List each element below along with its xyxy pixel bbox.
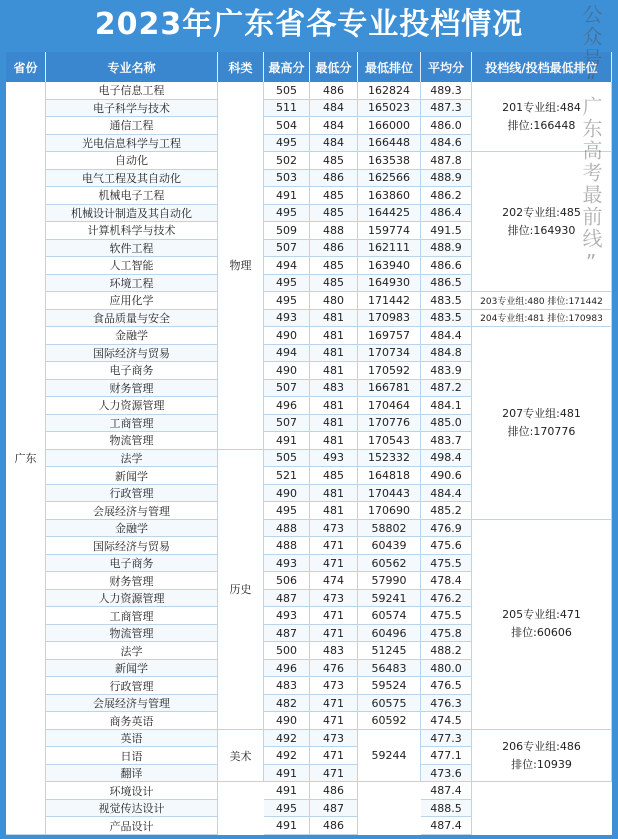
min-score: 487 <box>310 800 358 818</box>
min-rank: 170592 <box>358 362 421 380</box>
avg-score: 474.5 <box>421 712 472 730</box>
avg-score: 487.4 <box>421 782 472 800</box>
max-score: 495 <box>264 502 310 520</box>
group-line-text: 204专业组:481 排位:170983 <box>480 314 603 325</box>
major-name: 财务管理 <box>46 572 218 590</box>
header-major: 专业名称 <box>46 52 218 82</box>
min-rank: 164818 <box>358 467 421 485</box>
major-name: 食品质量与安全 <box>46 310 218 328</box>
max-score: 488 <box>264 520 310 538</box>
max-score: 488 <box>264 537 310 555</box>
major-name: 电子商务 <box>46 362 218 380</box>
major-name: 工商管理 <box>46 607 218 625</box>
max-score: 490 <box>264 712 310 730</box>
min-rank-art: 59244 <box>358 730 421 783</box>
max-score: 494 <box>264 345 310 363</box>
category-cell: 美术 <box>218 730 264 783</box>
min-rank: 170983 <box>358 310 421 328</box>
min-score: 481 <box>310 485 358 503</box>
avg-score: 473.6 <box>421 765 472 783</box>
category-cell: 历史 <box>218 450 264 730</box>
group-line-text: 203专业组:480 排位:171442 <box>480 296 603 307</box>
min-score: 481 <box>310 345 358 363</box>
avg-score: 476.3 <box>421 695 472 713</box>
avg-score: 498.4 <box>421 450 472 468</box>
min-score: 471 <box>310 765 358 783</box>
min-score: 481 <box>310 432 358 450</box>
min-score: 471 <box>310 537 358 555</box>
max-score: 490 <box>264 327 310 345</box>
max-score: 507 <box>264 415 310 433</box>
min-score: 484 <box>310 117 358 135</box>
max-score: 496 <box>264 397 310 415</box>
max-score: 495 <box>264 135 310 153</box>
min-rank: 60592 <box>358 712 421 730</box>
min-score: 483 <box>310 380 358 398</box>
major-name: 人力资源管理 <box>46 397 218 415</box>
max-score: 503 <box>264 170 310 188</box>
max-score: 491 <box>264 817 310 835</box>
avg-score: 475.8 <box>421 625 472 643</box>
min-rank: 162824 <box>358 82 421 100</box>
max-score: 502 <box>264 152 310 170</box>
avg-score: 488.2 <box>421 642 472 660</box>
min-rank: 170776 <box>358 415 421 433</box>
max-score: 493 <box>264 310 310 328</box>
group-line-text: 排位:60606 <box>511 626 572 640</box>
group-line-text: 排位:166448 <box>507 118 576 132</box>
max-score: 495 <box>264 800 310 818</box>
major-name: 机械电子工程 <box>46 187 218 205</box>
avg-score: 490.6 <box>421 467 472 485</box>
max-score: 521 <box>264 467 310 485</box>
major-name: 电气工程及其自动化 <box>46 170 218 188</box>
avg-score: 483.9 <box>421 362 472 380</box>
min-score: 473 <box>310 677 358 695</box>
max-score: 491 <box>264 765 310 783</box>
group-line-text: 205专业组:471 <box>502 608 581 622</box>
avg-score: 487.2 <box>421 380 472 398</box>
avg-score: 484.8 <box>421 345 472 363</box>
min-score: 471 <box>310 747 358 765</box>
min-score: 480 <box>310 292 358 310</box>
max-score: 495 <box>264 205 310 223</box>
major-name: 行政管理 <box>46 485 218 503</box>
avg-score: 480.0 <box>421 660 472 678</box>
major-name: 国际经济与贸易 <box>46 537 218 555</box>
min-rank: 60496 <box>358 625 421 643</box>
group-cell <box>472 327 612 520</box>
min-score: 481 <box>310 327 358 345</box>
header-province: 省份 <box>6 52 46 82</box>
max-score: 505 <box>264 82 310 100</box>
avg-score: 487.3 <box>421 100 472 118</box>
group-line-text: 排位:10939 <box>511 757 572 771</box>
min-rank: 165023 <box>358 100 421 118</box>
min-score: 474 <box>310 572 358 590</box>
major-name: 工商管理 <box>46 415 218 433</box>
max-score: 492 <box>264 747 310 765</box>
max-score: 494 <box>264 257 310 275</box>
min-score: 485 <box>310 257 358 275</box>
min-score: 485 <box>310 187 358 205</box>
avg-score: 484.4 <box>421 327 472 345</box>
group-line-text: 201专业组:484 <box>502 100 581 114</box>
group-cell <box>472 310 612 328</box>
max-score: 490 <box>264 362 310 380</box>
major-name: 物流管理 <box>46 625 218 643</box>
min-rank: 57990 <box>358 572 421 590</box>
group-cell <box>472 292 612 310</box>
avg-score: 489.3 <box>421 82 472 100</box>
min-score: 481 <box>310 362 358 380</box>
min-rank: 164425 <box>358 205 421 223</box>
min-score: 476 <box>310 660 358 678</box>
watermark: 公众号“广东高考最前线” <box>579 4 603 276</box>
page-title: 2023年广东省各专业投档情况 <box>94 7 524 42</box>
header-category: 科类 <box>218 52 264 82</box>
major-name: 环境工程 <box>46 275 218 293</box>
max-score: 493 <box>264 555 310 573</box>
min-rank: 60562 <box>358 555 421 573</box>
avg-score: 488.9 <box>421 240 472 258</box>
major-name: 机械设计制造及其自动化 <box>46 205 218 223</box>
min-rank: 60439 <box>358 537 421 555</box>
max-score: 492 <box>264 730 310 748</box>
min-score: 481 <box>310 397 358 415</box>
max-score: 500 <box>264 642 310 660</box>
major-name: 环境设计 <box>46 782 218 800</box>
avg-score: 483.5 <box>421 310 472 328</box>
avg-score: 487.4 <box>421 817 472 835</box>
min-rank: 170543 <box>358 432 421 450</box>
header-group-line: 投档线/投档最低排位 <box>472 52 612 82</box>
major-name: 行政管理 <box>46 677 218 695</box>
group-cell <box>472 82 612 152</box>
max-score: 491 <box>264 782 310 800</box>
min-score: 481 <box>310 415 358 433</box>
max-score: 487 <box>264 590 310 608</box>
avg-score: 486.4 <box>421 205 472 223</box>
min-score: 481 <box>310 310 358 328</box>
max-score: 491 <box>264 187 310 205</box>
major-name: 会展经济与管理 <box>46 502 218 520</box>
major-name: 法学 <box>46 450 218 468</box>
major-name: 日语 <box>46 747 218 765</box>
avg-score: 477.1 <box>421 747 472 765</box>
max-score: 511 <box>264 100 310 118</box>
major-name: 国际经济与贸易 <box>46 345 218 363</box>
header-avg-score: 平均分 <box>421 52 472 82</box>
min-rank: 164930 <box>358 275 421 293</box>
min-score: 493 <box>310 450 358 468</box>
min-score: 486 <box>310 170 358 188</box>
min-rank: 163860 <box>358 187 421 205</box>
min-score: 485 <box>310 467 358 485</box>
max-score: 493 <box>264 607 310 625</box>
max-score: 495 <box>264 275 310 293</box>
major-name: 应用化学 <box>46 292 218 310</box>
major-name: 翻译 <box>46 765 218 783</box>
major-name: 电子信息工程 <box>46 82 218 100</box>
min-rank: 59524 <box>358 677 421 695</box>
avg-score: 487.8 <box>421 152 472 170</box>
min-rank: 162111 <box>358 240 421 258</box>
min-score: 486 <box>310 782 358 800</box>
group-cell <box>472 152 612 292</box>
major-name: 电子科学与技术 <box>46 100 218 118</box>
min-rank: 170734 <box>358 345 421 363</box>
group-line-text: 207专业组:481 <box>502 406 581 420</box>
max-score: 509 <box>264 222 310 240</box>
max-score: 495 <box>264 292 310 310</box>
min-rank: 166448 <box>358 135 421 153</box>
avg-score: 483.7 <box>421 432 472 450</box>
group-cell <box>472 520 612 730</box>
major-name: 视觉传达设计 <box>46 800 218 818</box>
max-score: 487 <box>264 625 310 643</box>
max-score: 505 <box>264 450 310 468</box>
avg-score: 488.9 <box>421 170 472 188</box>
min-rank: 169757 <box>358 327 421 345</box>
header-min-rank: 最低排位 <box>358 52 421 82</box>
min-rank: 166000 <box>358 117 421 135</box>
avg-score: 476.5 <box>421 677 472 695</box>
min-score: 485 <box>310 152 358 170</box>
min-score: 484 <box>310 100 358 118</box>
min-score: 471 <box>310 712 358 730</box>
min-score: 473 <box>310 730 358 748</box>
max-score: 507 <box>264 240 310 258</box>
major-name: 新闻学 <box>46 660 218 678</box>
major-name: 通信工程 <box>46 117 218 135</box>
major-name: 光电信息科学与工程 <box>46 135 218 153</box>
min-score: 484 <box>310 135 358 153</box>
min-score: 486 <box>310 817 358 835</box>
major-name: 自动化 <box>46 152 218 170</box>
major-name: 商务英语 <box>46 712 218 730</box>
min-score: 481 <box>310 502 358 520</box>
avg-score: 475.5 <box>421 555 472 573</box>
min-rank: 159774 <box>358 222 421 240</box>
major-name: 软件工程 <box>46 240 218 258</box>
avg-score: 475.6 <box>421 537 472 555</box>
avg-score: 484.1 <box>421 397 472 415</box>
avg-score: 476.2 <box>421 590 472 608</box>
min-rank: 152332 <box>358 450 421 468</box>
major-name: 计算机科学与技术 <box>46 222 218 240</box>
group-cell <box>472 730 612 783</box>
major-name: 新闻学 <box>46 467 218 485</box>
group-line-text: 排位:164930 <box>507 223 576 237</box>
min-score: 485 <box>310 275 358 293</box>
min-rank: 163538 <box>358 152 421 170</box>
major-name: 人工智能 <box>46 257 218 275</box>
avg-score: 475.5 <box>421 607 472 625</box>
major-name: 物流管理 <box>46 432 218 450</box>
min-score: 483 <box>310 642 358 660</box>
avg-score: 476.9 <box>421 520 472 538</box>
max-score: 491 <box>264 432 310 450</box>
min-rank: 58802 <box>358 520 421 538</box>
min-rank: 51245 <box>358 642 421 660</box>
major-name: 产品设计 <box>46 817 218 835</box>
header-min-score: 最低分 <box>310 52 358 82</box>
avg-score: 486.2 <box>421 187 472 205</box>
admission-table <box>6 52 612 835</box>
min-score: 485 <box>310 205 358 223</box>
group-line-text: 排位:170776 <box>507 424 576 438</box>
min-rank: 170690 <box>358 502 421 520</box>
min-rank: 163940 <box>358 257 421 275</box>
avg-score: 486.5 <box>421 275 472 293</box>
min-rank: 170443 <box>358 485 421 503</box>
avg-score: 488.5 <box>421 800 472 818</box>
major-name: 财务管理 <box>46 380 218 398</box>
major-name: 法学 <box>46 642 218 660</box>
group-line-text: 202专业组:485 <box>502 205 581 219</box>
min-score: 471 <box>310 555 358 573</box>
major-name: 金融学 <box>46 327 218 345</box>
min-rank: 59241 <box>358 590 421 608</box>
min-score: 486 <box>310 240 358 258</box>
max-score: 483 <box>264 677 310 695</box>
min-score: 471 <box>310 625 358 643</box>
min-rank: 60575 <box>358 695 421 713</box>
min-score: 473 <box>310 590 358 608</box>
avg-score: 486.0 <box>421 117 472 135</box>
min-rank: 170464 <box>358 397 421 415</box>
min-rank: 60574 <box>358 607 421 625</box>
avg-score: 485.0 <box>421 415 472 433</box>
avg-score: 485.2 <box>421 502 472 520</box>
province-cell: 广东 <box>6 82 46 835</box>
group-line-text: 206专业组:486 <box>502 739 581 753</box>
major-name: 人力资源管理 <box>46 590 218 608</box>
min-rank: 166781 <box>358 380 421 398</box>
min-rank: 171442 <box>358 292 421 310</box>
max-score: 482 <box>264 695 310 713</box>
min-score: 471 <box>310 607 358 625</box>
major-name: 电子商务 <box>46 555 218 573</box>
avg-score: 478.4 <box>421 572 472 590</box>
avg-score: 483.5 <box>421 292 472 310</box>
avg-score: 477.3 <box>421 730 472 748</box>
max-score: 506 <box>264 572 310 590</box>
major-name: 金融学 <box>46 520 218 538</box>
header-max-score: 最高分 <box>264 52 310 82</box>
major-name: 会展经济与管理 <box>46 695 218 713</box>
max-score: 507 <box>264 380 310 398</box>
min-score: 488 <box>310 222 358 240</box>
category-cell: 物理 <box>218 82 264 450</box>
avg-score: 486.6 <box>421 257 472 275</box>
avg-score: 484.4 <box>421 485 472 503</box>
max-score: 490 <box>264 485 310 503</box>
max-score: 496 <box>264 660 310 678</box>
min-rank: 162566 <box>358 170 421 188</box>
min-rank: 56483 <box>358 660 421 678</box>
avg-score: 491.5 <box>421 222 472 240</box>
major-name: 英语 <box>46 730 218 748</box>
avg-score: 484.6 <box>421 135 472 153</box>
min-score: 486 <box>310 82 358 100</box>
min-score: 473 <box>310 520 358 538</box>
max-score: 504 <box>264 117 310 135</box>
min-score: 471 <box>310 695 358 713</box>
